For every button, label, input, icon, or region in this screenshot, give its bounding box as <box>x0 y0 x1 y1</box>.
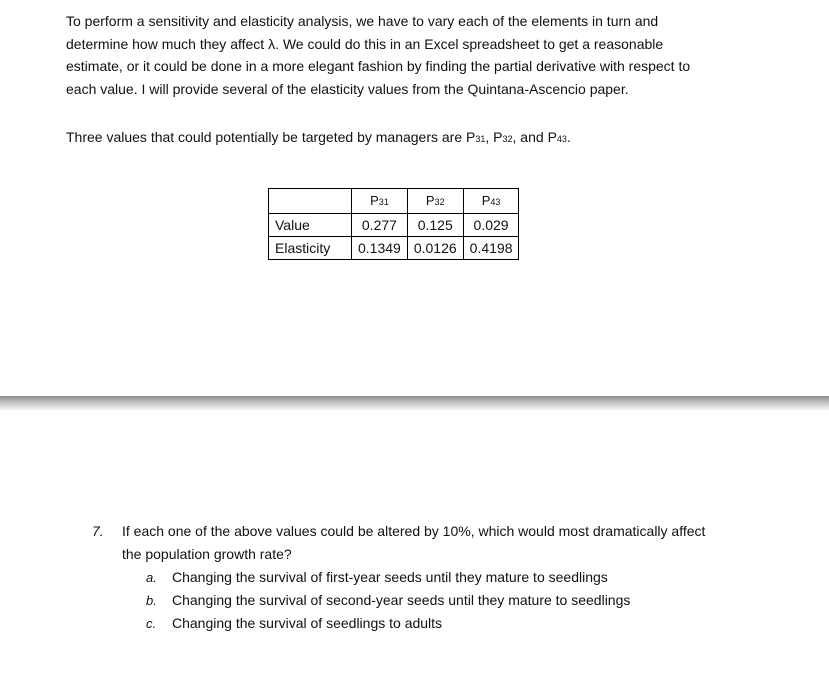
table-row-label: Elasticity <box>269 237 352 260</box>
header-subscript: 32 <box>434 196 445 207</box>
header-subscript: 43 <box>490 196 501 207</box>
header-base: P <box>425 192 435 208</box>
answer-option-c <box>146 612 705 635</box>
p43-base: P <box>547 129 557 145</box>
question-prompt <box>92 520 705 566</box>
table-row <box>269 237 519 260</box>
table-cell: 0.4198 <box>463 237 519 260</box>
p31-base: P <box>466 129 476 145</box>
table-cell: 0.125 <box>407 214 463 237</box>
table-header-row <box>269 189 519 214</box>
option-text: Changing the survival of first-year seeds until they mature to seedlings <box>172 569 608 585</box>
targets-separator: , <box>485 129 494 145</box>
p43-subscript: 43 <box>556 134 567 144</box>
table-header-cell <box>463 189 519 214</box>
question-number: 7. <box>92 523 104 539</box>
header-subscript: 31 <box>378 196 389 207</box>
targets-prefix: Three values that could potentially be targeted by managers are <box>66 129 467 145</box>
option-letter: b. <box>146 593 157 608</box>
question-line: If each one of the above values could be altered by 10%, which would most dramatically affect <box>122 523 706 539</box>
page-separator <box>0 396 829 410</box>
question-line: the population growth rate? <box>122 546 292 562</box>
intro-line: To perform a sensitivity and elasticity analysis, we have to vary each of the elements in turn and <box>66 13 659 29</box>
table-row <box>269 214 519 237</box>
question-text <box>122 520 705 566</box>
intro-paragraph <box>66 10 766 100</box>
option-text: Changing the survival of seedlings to adults <box>172 615 443 631</box>
table-cell: 0.1349 <box>352 237 408 260</box>
targets-sentence <box>66 127 571 149</box>
table-cell: 0.277 <box>352 214 408 237</box>
option-letter: c. <box>146 616 157 631</box>
targets-separator: , and <box>512 129 548 145</box>
intro-line: estimate, or it could be done in a more elegant fashion by finding the partial derivative with respect to <box>66 58 691 74</box>
p32-base: P <box>493 129 503 145</box>
intro-line: determine how much they affect λ. We could do this in an Excel spreadsheet to get a reasonable <box>66 35 664 52</box>
answer-options <box>92 566 705 635</box>
intro-line: each value. I will provide several of the elasticity values from the Quintana-Ascencio paper. <box>66 80 629 97</box>
table-row-label: Value <box>269 214 352 237</box>
targets-suffix: . <box>566 129 571 145</box>
question-7 <box>92 520 705 635</box>
answer-option-a <box>146 566 705 589</box>
option-text: Changing the survival of second-year seeds until they mature to seedlings <box>172 592 631 608</box>
table-header-cell <box>352 189 408 214</box>
table-header-cell <box>407 189 463 214</box>
option-letter: a. <box>146 570 157 585</box>
answer-option-b <box>146 589 705 612</box>
header-base: P <box>481 192 491 208</box>
table-cell: 0.029 <box>463 214 519 237</box>
p32-subscript: 32 <box>502 134 513 144</box>
header-base: P <box>370 192 379 208</box>
table-cell: 0.0126 <box>407 237 463 260</box>
table-corner-cell <box>269 189 352 214</box>
elasticity-table <box>268 188 519 260</box>
p31-subscript: 31 <box>475 134 486 144</box>
